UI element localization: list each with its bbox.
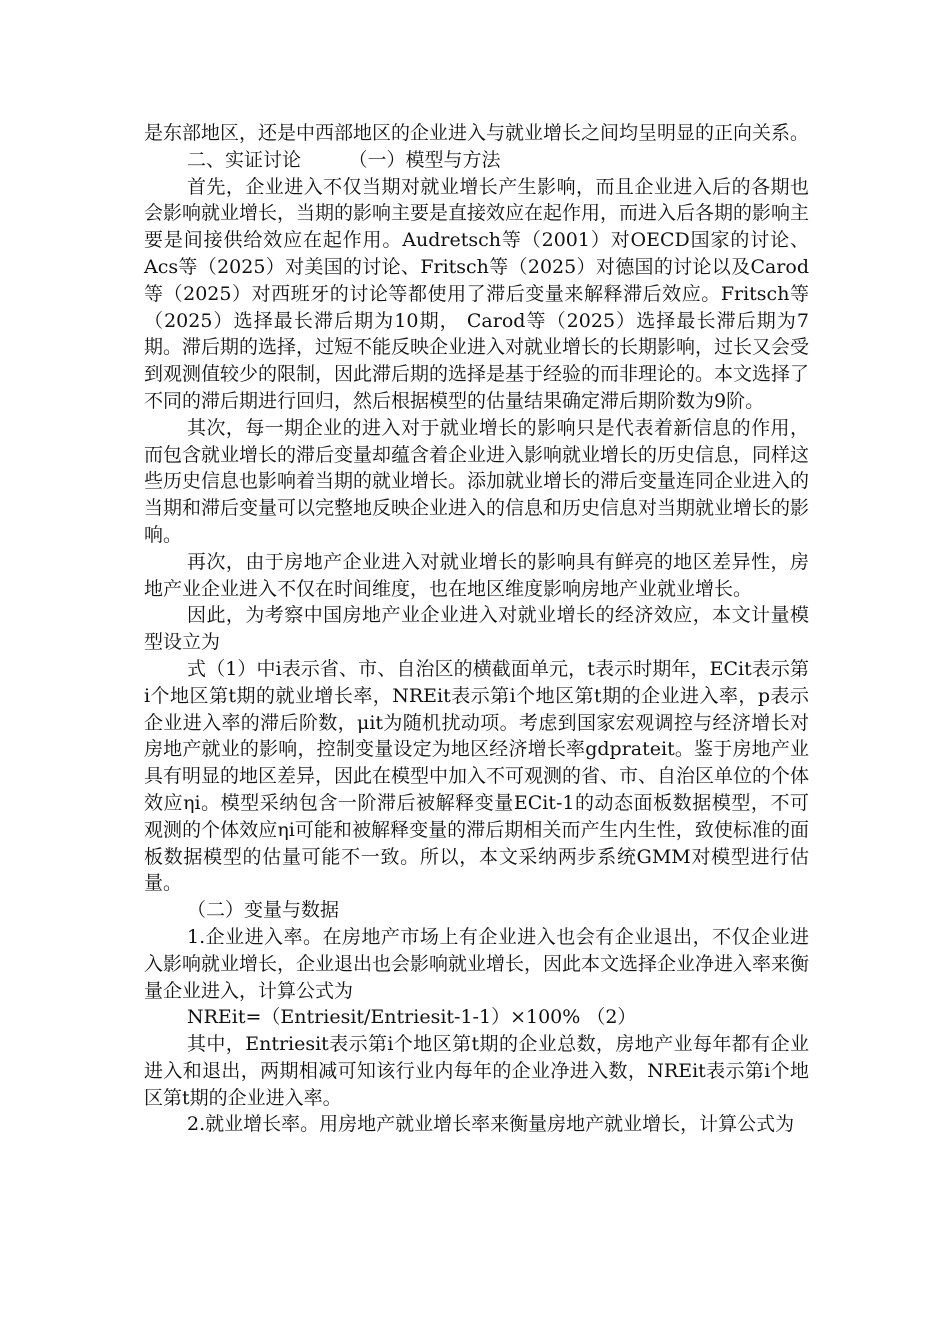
formula-2: NREit=（Entriesit/Entriesit-1-1）×100% （2） [187, 1006, 637, 1029]
paragraph-third: 再次，由于房地产企业进入对就业增长的影响具有鲜亮的地区差异性，房地产业企业进入不仅在时间维度，也在地区维度影响房地产业就业增长。 [144, 550, 809, 600]
paragraph-intro-tail: 是东部地区，还是中西部地区的企业进入与就业增长之间均呈明显的正向关系。 [144, 122, 810, 144]
section-heading: 二、实证讨论 （一）模型与方法 [187, 148, 501, 171]
paragraph-second: 其次，每一期企业的进入对于就业增长的影响只是代表着新信息的作用，而包含就业增长的滞后变量却蕴含着企业进入影响就业增长的历史信息，同样这些历史信息也影响着当期的就业增长。添加就业增长的滞后变量连同企业进入的当期和滞后变量可以完整地反映企业进入的信息和历史信息对当期就业增长的影响。 [144, 416, 810, 546]
paragraph-where: 其中，Entriesit表示第i个地区第t期的企业总数，房地产业每年都有企业进入和退出，两期相减可知该行业内每年的企业净进入数，NREit表示第i个地区第t期的企业进入率。 [144, 1033, 809, 1109]
paragraph-first: 首先，企业进入不仅当期对就业增长产生影响，而且企业进入后的各期也会影响就业增长，当期的影响主要是直接效应在起作用，而进入后各期的影响主要是间接供给效应在起作用。Audretsch等（2001）对OECD国家的讨论、Acs等（2025）对美国的讨论、Fritsch等（2025）对德国的讨论以及Carod等（2025）对西班牙的讨论等都使用了滞后变量来解释滞后效应。Fritsch等（2025）选择最长滞后期为10期， Carod等（2025）选择最长滞后期为7期。滞后期的选择，过短不能反映企业进入对就业增长的长期影响，过长又会受到观测值较少的限制，因此滞后期的选择是基于经验的而非理论的。本文选择了不同的滞后期进行回归，然后根据模型的估量结果确定滞后期阶数为9阶。 [144, 175, 810, 412]
subsection-heading: （二）变量与数据 [187, 899, 340, 922]
paragraph-therefore: 因此，为考察中国房地产业企业进入对就业增长的经济效应，本文计量模型设立为 [144, 604, 809, 654]
paragraph-entry-rate: 1.企业进入率。在房地产市场上有企业进入也会有企业退出，不仅企业进入影响就业增长，企业退出也会影响就业增长，因此本文选择企业净进入率来衡量企业进入，计算公式为 [144, 925, 810, 1002]
paragraph-formula-description: 式（1）中i表示省、市、自治区的横截面单元，t表示时期年，ECit表示第i个地区第t期的就业增长率，NREit表示第i个地区第t期的企业进入率，p表示企业进入率的滞后阶数，μit为随机扰动项。考虑到国家宏观调控与经济增长对房地产就业的影响，控制变量设定为地区经济增长率gdprateit。鉴于房地产业具有明显的地区差异，因此在模型中加入不可观测的省、市、自治区单位的个体效应ηi。模型采纳包含一阶滞后被解释变量ECit-1的动态面板数据模型，不可观测的个体效应ηi可能和被解释变量的滞后期相关而产生内生性，致使标准的面板数据模型的估量可能不一致。所以，本文采纳两步系统GMM对模型进行估量。 [144, 657, 810, 895]
paragraph-employment-rate: 2.就业增长率。用房地产就业增长率来衡量房地产就业增长，计算公式为 [187, 1113, 795, 1136]
document-page [144, 120, 809, 1138]
